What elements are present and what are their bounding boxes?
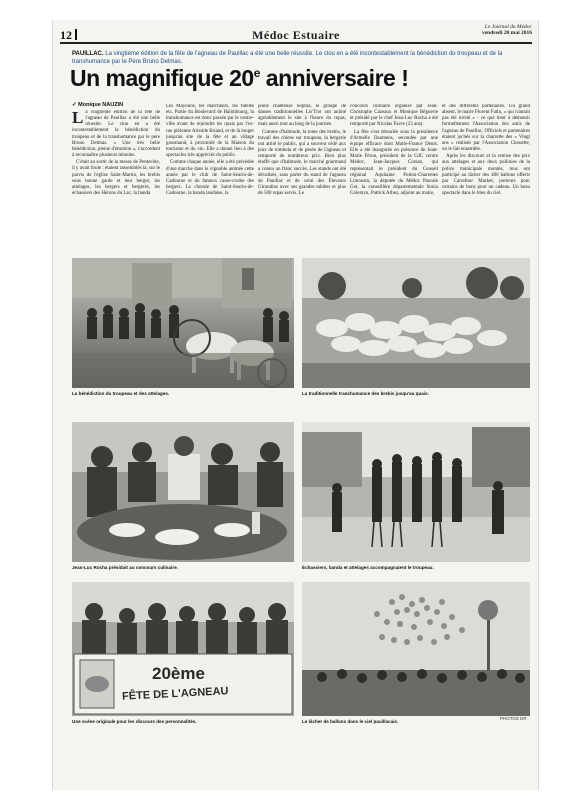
paragraph: jeune chanteuse Sophia, le groupe de danses traditionnelles Lis'Trot ont animé agréablement le site à l'heure du repas, mais aussi tout au long de la journée.	[258, 104, 346, 128]
paragraph: Après les discours et la remise des prix aux attelages et aux deux pollinies de la police municipale montés, tous ont participé au lâcher des 400 ballons offerts par Carrefour Market, porteurs pour certains de bons pour un cadeau. Un beau spectacle dans le bleu du ciel.	[442, 154, 530, 197]
chapeau-text: La vingtième édition de la fête de l'agneau de Pauillac a été une belle réussite. Le clou en a été incontestablement la bénédiction du troupeau et de la transhumance par le Père Bruno Delmas.	[72, 51, 503, 65]
paragraph: et des différents partenaires. Un grand absent, le maire Florent Fatin, « qui n'aurait pas été invité » - ce que tient à démentir formellement l'Association des amis de l'agneau de Pauillac. Officiels et partenaires étaient juchés sur la charrette des « Vingt ans » réalisés par l'Association Chouette, on le fait ensemble.	[442, 104, 530, 153]
article-headline: Un magnifique 20e anniversaire !	[70, 65, 409, 91]
paragraph: Comme chaque année, elle a été précédée d'une marche dans le vignoble animée cette année par le club de Saint-Seurin-de-Cadourne et du fameux casse-croûte des bergers. La chorale de Saint-Seurin-de-Cadourne, la banda landaise, la	[166, 160, 254, 197]
paragraph: concours culinaire organisé par Jean-Christophe Cazeaux et Monique Béguerie et présidé par le chef Jean-Luc Rocha a été remporté par Nicolas Favre (23 ans).	[350, 104, 438, 128]
paragraph: La fête s'est déroulée sous la présidence d'Armelle Daumens, secondée par une équipe efficace dont Marie-France Denis. Elle a été inaugurée en présence de Jean-Marie Féron, président de la CdC centre Médoc, Jean-Jacques Corsan, qui représentait le président du Conseil régional Aquitaine Poitou-Charentes Limousin, la députée du Médoc Pascale Got, la conseillère départementale Sonia Colemyn, Patrick Arbez, adjoint au maire,	[350, 129, 438, 197]
photo-transhumance-image	[302, 258, 530, 388]
photo-blessing	[72, 258, 294, 388]
paragraph: Les Mayouns, les marcheurs, les fidèles etc. Partie du Boulevard de Halimbourg, la transhumance est donc passée par le centre-ville avant de rejoindre les quais par l'ex-rue piétonne Aristide Briand, et de là longer jusqu'au site de la fête et au village gourmand, à proximité de la Maison du tourisme et du vin. Elle a donné lieu à des spectacles très appréciés du public.	[166, 104, 254, 159]
paragraph: a vingtième édition de la fête de l'agneau de Pauillac a été une belle réussite. Le clou en a été incontestablement la bénédiction du troupeau et de la transhumance par le père Bruno Delmas. « Une très belle bénédiction, pleine d'émotion », s'accordent à reconnaître plusieurs témoins.	[72, 110, 160, 159]
photo-credit: PHOTOS DR	[500, 716, 527, 721]
photo-caption: Jean-Luc Rocha présidait au concours culinaire.	[72, 565, 178, 570]
article-column-2	[166, 104, 254, 252]
article-chapeau	[72, 50, 532, 66]
photo-culinary	[72, 422, 294, 562]
photo-transhumance	[302, 258, 530, 388]
photo-caption: Échassiers, banda et attelages accompagnaient le troupeau.	[302, 565, 434, 570]
photo-caption: La bénédiction du troupeau et des attelages.	[72, 391, 170, 396]
article-column-4	[350, 104, 438, 252]
publication-date: vendredi 20 mai 2016	[481, 30, 532, 36]
photo-blessing-image	[72, 258, 294, 388]
dateline-location: PAUILLAC.	[72, 51, 104, 57]
drop-cap: L	[72, 110, 84, 127]
photo-balloons	[302, 582, 530, 716]
article-column-5	[442, 104, 530, 252]
paragraph: Comme d'habitude, la tonte des brebis, le travail des chiens sur troupeau, la bergerie ont attiré le public, qui a souvent cédé aux jeux de tombola et de pesée de l'agneau et remporté de nombreux prix. Bien plus étoffé que d'habitude, le marché gourmand a connu un franc succès. Les stands ont été dévalisés, sans parler du stand de l'agneau de Pauillac et de celui des Éleveurs Girondins avec ses grandes tablées et plus de 500 repas servis. Le	[258, 129, 346, 197]
banner-number: 20ème	[152, 664, 205, 683]
article-column-3	[258, 104, 346, 252]
photo-caption: La traditionnelle transhumance des brebis jusqu'au quais.	[302, 391, 429, 396]
photo-caption: Le lâcher de ballons dans le ciel pauillacais.	[302, 719, 399, 724]
banner-title: FÊTE DE L'AGNEAU	[121, 685, 229, 703]
photo-caption: Une scène originale pour les discours des personnalités.	[72, 719, 197, 724]
photo-balloons-image	[302, 582, 530, 716]
page-number: 12	[60, 28, 77, 43]
photo-parade	[302, 422, 530, 562]
section-title: Médoc Estuaire	[252, 28, 340, 42]
byline: ✓ Monique NAUZIN	[72, 102, 124, 108]
paragraph: C'était au sortir de la messe de Pentecôte, il y avait foule : étaient rassemblés là, sur le parvis de l'église Saint-Martin, les brebis sous bonne garde et leur berger, les attelages, les bergers et bergères, les échassiers des Hérons du Lac, la banda	[72, 160, 160, 197]
page-header	[60, 24, 532, 44]
article-column-1	[72, 110, 160, 252]
photo-culinary-image	[72, 422, 294, 562]
publication-name: Le Journal du Médoc	[484, 24, 532, 30]
photo-parade-image	[302, 422, 530, 562]
photo-speeches	[72, 582, 294, 716]
publication-info	[482, 24, 532, 36]
